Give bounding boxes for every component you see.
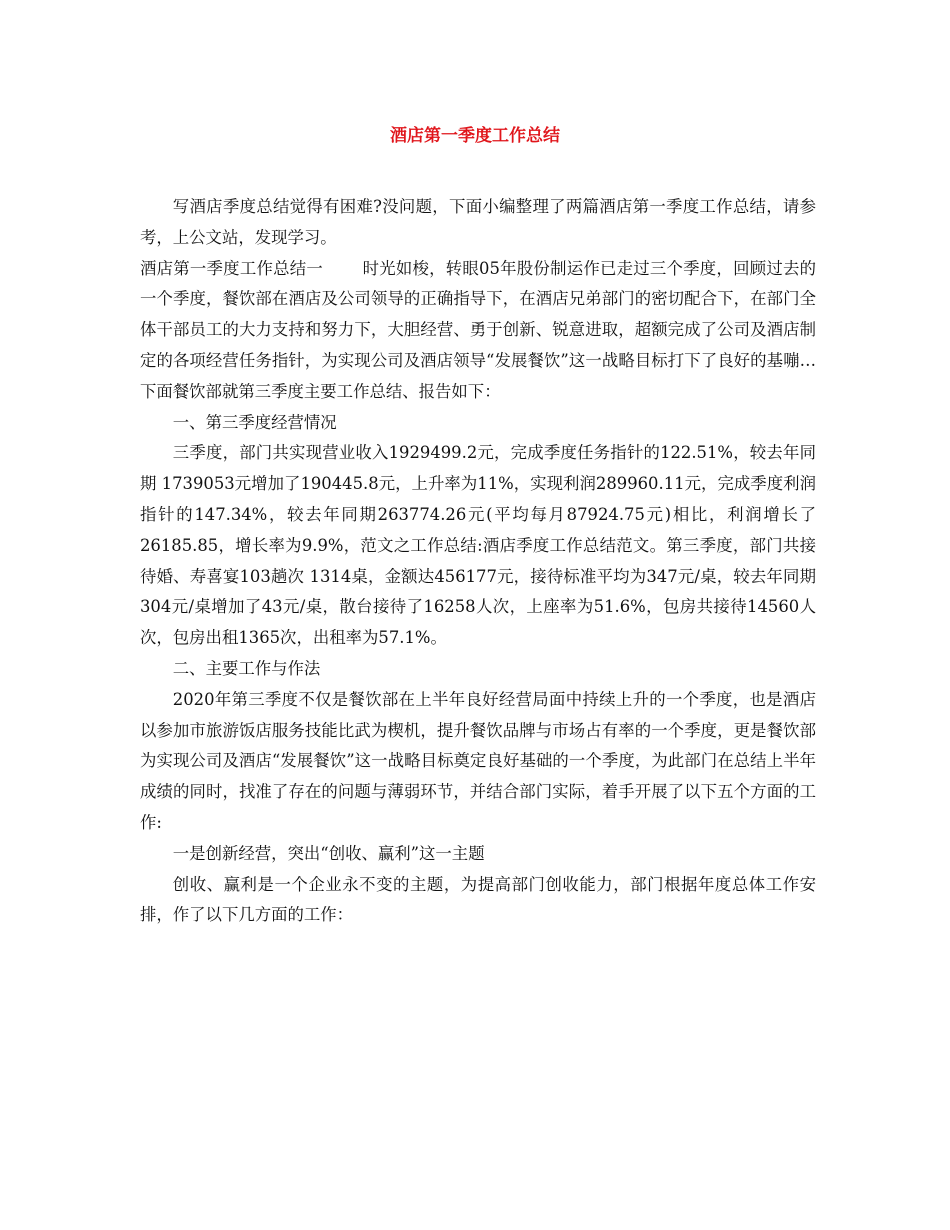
intro-paragraph: 写酒店季度总结觉得有困难?没问题，下面小编整理了两篇酒店第一季度工作总结，请参考，上公文站，发现学习。 (140, 197, 816, 247)
subsection1-heading: 一是创新经营，突出“创收、赢利”这一主题 (172, 843, 485, 863)
section1-paragraph: 三季度，部门共实现营业收入1929499.2元，完成季度任务指针的122.51%，较去年同期 1739053元增加了190445.8元，上升率为11%，实现利润289960.11元，完成季度利润指针的147.34%，较去年同期263774.26元(平均每月87924.75元)相比，利润增长了26185.85，增长率为9.9%，范文之工作总结:酒店季度工作总结范文。第三季度，部门共接待婚、寿喜宴103趟次 1314桌，金额达456177元，接待标准平均为347元/桌，较去年同期304元/桌增加了43元/桌，散台接待了16258人次，上座率为51.6%，包房共接待14560人次，包房出租1365次，出租率为57.1%。 (140, 443, 816, 648)
section2-paragraph: 2020年第三季度不仅是餐饮部在上半年良好经营局面中持续上升的一个季度，也是酒店以参加市旅游饭店服务技能比武为楔机，提升餐饮品牌与市场占有率的一个季度，更是餐饮部为实现公司及酒店“发展餐饮”这一战略目标奠定良好基础的一个季度，为此部门在总结上半年成绩的同时，找准了存在的问题与薄弱环节，并结合部门实际，着手开展了以下五个方面的工作: (140, 689, 816, 832)
article-label: 酒店第一季度工作总结一 (140, 258, 323, 278)
section2-heading: 二、主要工作与作法 (172, 658, 321, 678)
document-body (140, 192, 816, 931)
article-opening-paragraph (140, 254, 816, 408)
section1-heading: 一、第三季度经营情况 (172, 412, 337, 432)
subsection1-paragraph: 创收、赢利是一个企业永不变的主题，为提高部门创收能力，部门根据年度总体工作安排，作了以下几方面的工作： (140, 874, 816, 925)
article-opening-text: 时光如梭，转眼05年股份制运作已走过三个季度，回顾过去的一个季度，餐饮部在酒店及公司领导的正确指导下，在酒店兄弟部门的密切配合下，在部门全体干部员工的大力支持和努力下，大胆经营、勇于创新、锐意进取，超额完成了公司及酒店制定的各项经营任务指针，为实现公司及酒店领导“发展餐饮”这一战略目标打下了良好的基嘣…下面餐饮部就第三季度主要工作总结、报告如下： (140, 258, 816, 401)
document-title: 酒店第一季度工作总结 (390, 126, 560, 146)
